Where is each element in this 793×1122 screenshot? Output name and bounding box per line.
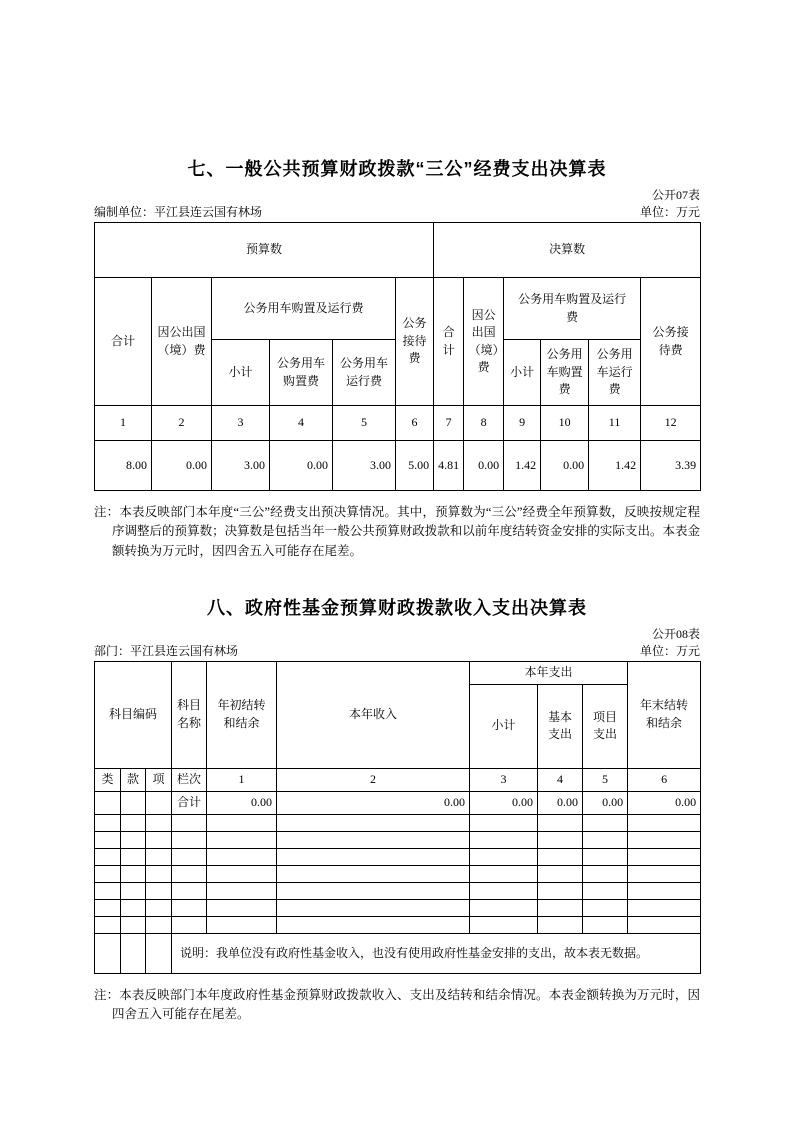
- empty-cell: [628, 814, 701, 831]
- empty-cell: [538, 865, 583, 882]
- empty-cell: [538, 882, 583, 899]
- col-number-cell: 12: [641, 406, 701, 441]
- header-total-budget: 合计: [95, 278, 152, 406]
- empty-cell: [628, 916, 701, 933]
- table-row: [95, 899, 701, 916]
- empty-cell: [172, 831, 207, 848]
- amount-cell: 0.00: [207, 791, 277, 814]
- header-vehicle-purchase-budget: 公务用车购置费: [270, 340, 333, 406]
- empty-cell: [277, 848, 470, 865]
- table-row: [95, 933, 701, 973]
- empty-cell: [277, 865, 470, 882]
- header-basic-expense: 基本支出: [538, 684, 583, 768]
- table8-meta-line: [94, 644, 700, 659]
- empty-cell: [146, 865, 172, 882]
- empty-cell: [583, 899, 628, 916]
- empty-cell: [121, 791, 146, 814]
- empty-cell: [583, 882, 628, 899]
- header-code-section: 款: [121, 768, 146, 791]
- amount-cell: 0.00: [538, 791, 583, 814]
- header-abroad-final: 因公出国（境）费: [464, 278, 504, 406]
- header-year-expense: 本年支出: [470, 662, 628, 684]
- empty-cell: [172, 899, 207, 916]
- empty-cell: [207, 831, 277, 848]
- table-row: [95, 662, 701, 684]
- header-end-balance: 年末结转和结余: [628, 662, 701, 768]
- empty-cell: [121, 882, 146, 899]
- empty-cell: [628, 882, 701, 899]
- empty-cell: [146, 848, 172, 865]
- amount-cell: 5.00: [396, 441, 434, 491]
- header-budget-group: 预算数: [95, 223, 434, 278]
- col-number-cell: 7: [434, 406, 464, 441]
- empty-cell: [583, 865, 628, 882]
- three-public-expense-table: [94, 222, 701, 491]
- header-reception-budget: 公务接待费: [396, 278, 434, 406]
- header-expense-subtotal: 小计: [470, 684, 538, 768]
- empty-cell: [277, 882, 470, 899]
- table7-unit-label: 单位：万元: [639, 205, 700, 219]
- col-number-cell: 9: [504, 406, 541, 441]
- empty-cell: [470, 882, 538, 899]
- header-vehicle-subtotal-budget: 小计: [212, 340, 270, 406]
- empty-cell: [207, 865, 277, 882]
- col-number-cell: 1: [95, 406, 152, 441]
- col-number-cell: 8: [464, 406, 504, 441]
- table8-unit-label: 单位：万元: [639, 644, 700, 659]
- empty-cell: [121, 865, 146, 882]
- header-total-final: 合计: [434, 278, 464, 406]
- empty-cell: [277, 831, 470, 848]
- table8-title: 八、政府性基金预算财政拨款收入支出决算表: [207, 598, 587, 619]
- total-label: 合计: [172, 791, 207, 814]
- col-number-cell: 3: [470, 768, 538, 791]
- table-row: [95, 441, 701, 491]
- col-number-cell: 11: [589, 406, 641, 441]
- empty-cell: [95, 791, 121, 814]
- empty-cell: [207, 899, 277, 916]
- col-number-cell: 6: [396, 406, 434, 441]
- table8-note: 注：本表反映部门本年度政府性基金预算财政拨款收入、支出及结转和结余情况。本表金额转换为万元时，因四舍五入可能存在尾差。: [94, 987, 700, 1021]
- table-row: [95, 848, 701, 865]
- empty-cell: [172, 814, 207, 831]
- header-reception-final: 公务接待费: [641, 278, 701, 406]
- empty-cell: [146, 933, 172, 973]
- col-number-cell: 4: [270, 406, 333, 441]
- document-page: [94, 0, 700, 1024]
- empty-cell: [277, 814, 470, 831]
- header-begin-balance: 年初结转和结余: [207, 662, 277, 768]
- table8-remark: 说明：我单位没有政府性基金收入，也没有使用政府性基金安排的支出，故本表无数据。: [172, 933, 701, 973]
- table-row: [95, 791, 701, 814]
- empty-cell: [146, 831, 172, 848]
- amount-cell: 0.00: [583, 791, 628, 814]
- table-row: [95, 406, 701, 441]
- col-number-cell: 2: [277, 768, 470, 791]
- empty-cell: [95, 814, 121, 831]
- table-row: [95, 768, 701, 791]
- empty-cell: [470, 916, 538, 933]
- empty-cell: [172, 882, 207, 899]
- header-vehicle-operation-budget: 公务用车运行费: [333, 340, 396, 406]
- empty-cell: [583, 831, 628, 848]
- empty-cell: [95, 899, 121, 916]
- table7-sheet-label: 公开07表: [651, 188, 700, 202]
- empty-cell: [207, 882, 277, 899]
- amount-cell: 0.00: [152, 441, 212, 491]
- col-number-cell: 1: [207, 768, 277, 791]
- empty-cell: [172, 848, 207, 865]
- header-code-class: 类: [95, 768, 121, 791]
- empty-cell: [207, 848, 277, 865]
- amount-cell: 0.00: [270, 441, 333, 491]
- empty-cell: [121, 814, 146, 831]
- empty-cell: [207, 916, 277, 933]
- empty-cell: [583, 848, 628, 865]
- header-subject-code: 科目编码: [95, 662, 172, 768]
- lanci-label: 栏次: [172, 768, 207, 791]
- empty-cell: [121, 848, 146, 865]
- empty-cell: [628, 865, 701, 882]
- empty-cell: [121, 933, 146, 973]
- header-abroad-budget: 因公出国（境）费: [152, 278, 212, 406]
- empty-cell: [470, 848, 538, 865]
- amount-cell: 0.00: [464, 441, 504, 491]
- amount-cell: 1.42: [589, 441, 641, 491]
- col-number-cell: 10: [541, 406, 589, 441]
- header-vehicle-subtotal-final: 小计: [504, 340, 541, 406]
- header-code-item: 项: [146, 768, 172, 791]
- empty-cell: [470, 814, 538, 831]
- table-row: [95, 814, 701, 831]
- table7-meta-line: [94, 205, 700, 220]
- empty-cell: [628, 899, 701, 916]
- col-number-cell: 3: [212, 406, 270, 441]
- empty-cell: [538, 899, 583, 916]
- amount-cell: 1.42: [504, 441, 541, 491]
- table-row: [95, 916, 701, 933]
- empty-cell: [146, 899, 172, 916]
- empty-cell: [470, 899, 538, 916]
- header-project-expense: 项目支出: [583, 684, 628, 768]
- col-number-cell: 4: [538, 768, 583, 791]
- table-row: [95, 882, 701, 899]
- empty-cell: [538, 916, 583, 933]
- empty-cell: [628, 831, 701, 848]
- col-number-cell: 5: [333, 406, 396, 441]
- empty-cell: [172, 916, 207, 933]
- empty-cell: [146, 882, 172, 899]
- col-number-cell: 5: [583, 768, 628, 791]
- empty-cell: [121, 831, 146, 848]
- header-vehicle-purchase-final: 公务用车购置费: [541, 340, 589, 406]
- empty-cell: [95, 865, 121, 882]
- empty-cell: [95, 882, 121, 899]
- empty-cell: [583, 916, 628, 933]
- amount-cell: 3.00: [333, 441, 396, 491]
- empty-cell: [538, 814, 583, 831]
- col-number-cell: 6: [628, 768, 701, 791]
- header-final-group: 决算数: [434, 223, 701, 278]
- gov-fund-table: [94, 661, 701, 973]
- table7-title: 七、一般公共预算财政拨款“三公”经费支出决算表: [187, 159, 607, 179]
- empty-cell: [207, 814, 277, 831]
- empty-cell: [172, 865, 207, 882]
- amount-cell: 8.00: [95, 441, 152, 491]
- empty-cell: [95, 933, 121, 973]
- amount-cell: 3.39: [641, 441, 701, 491]
- empty-cell: [121, 916, 146, 933]
- amount-cell: 0.00: [277, 791, 470, 814]
- empty-cell: [95, 831, 121, 848]
- table-row: [95, 223, 701, 278]
- amount-cell: 0.00: [470, 791, 538, 814]
- amount-cell: 3.00: [212, 441, 270, 491]
- table-row: [95, 865, 701, 882]
- empty-cell: [95, 916, 121, 933]
- empty-cell: [277, 899, 470, 916]
- header-subject-name: 科目名称: [172, 662, 207, 768]
- header-vehicle-operation-final: 公务用车运行费: [589, 340, 641, 406]
- empty-cell: [583, 814, 628, 831]
- header-vehicle-group-final: 公务用车购置及运行费: [504, 278, 641, 340]
- empty-cell: [121, 899, 146, 916]
- table-row: [95, 278, 701, 340]
- amount-cell: 0.00: [628, 791, 701, 814]
- table7-prepared-by: 编制单位：平江县连云国有林场: [94, 205, 263, 219]
- empty-cell: [538, 848, 583, 865]
- table7-note: 注：本表反映部门本年度“三公”经费支出预决算情况。其中，预算数为“三公”经费全年预算数，反映按规定程序调整后的预算数；决算数是包括当年一般公共预算财政拨款和以前年度结转资金安排的实际支出。本表金额转换为万元时，因四舍五入可能存在尾差。: [94, 505, 700, 558]
- empty-cell: [628, 848, 701, 865]
- empty-cell: [277, 916, 470, 933]
- header-year-income: 本年收入: [277, 662, 470, 768]
- col-number-cell: 2: [152, 406, 212, 441]
- empty-cell: [95, 848, 121, 865]
- empty-cell: [538, 831, 583, 848]
- table8-sheet-label: 公开08表: [651, 627, 700, 642]
- table-row: [95, 831, 701, 848]
- empty-cell: [470, 831, 538, 848]
- header-vehicle-group-budget: 公务用车购置及运行费: [212, 278, 396, 340]
- empty-cell: [146, 916, 172, 933]
- empty-cell: [146, 791, 172, 814]
- empty-cell: [470, 865, 538, 882]
- amount-cell: 4.81: [434, 441, 464, 491]
- amount-cell: 0.00: [541, 441, 589, 491]
- table8-department: 部门：平江县连云国有林场: [94, 644, 239, 659]
- empty-cell: [146, 814, 172, 831]
